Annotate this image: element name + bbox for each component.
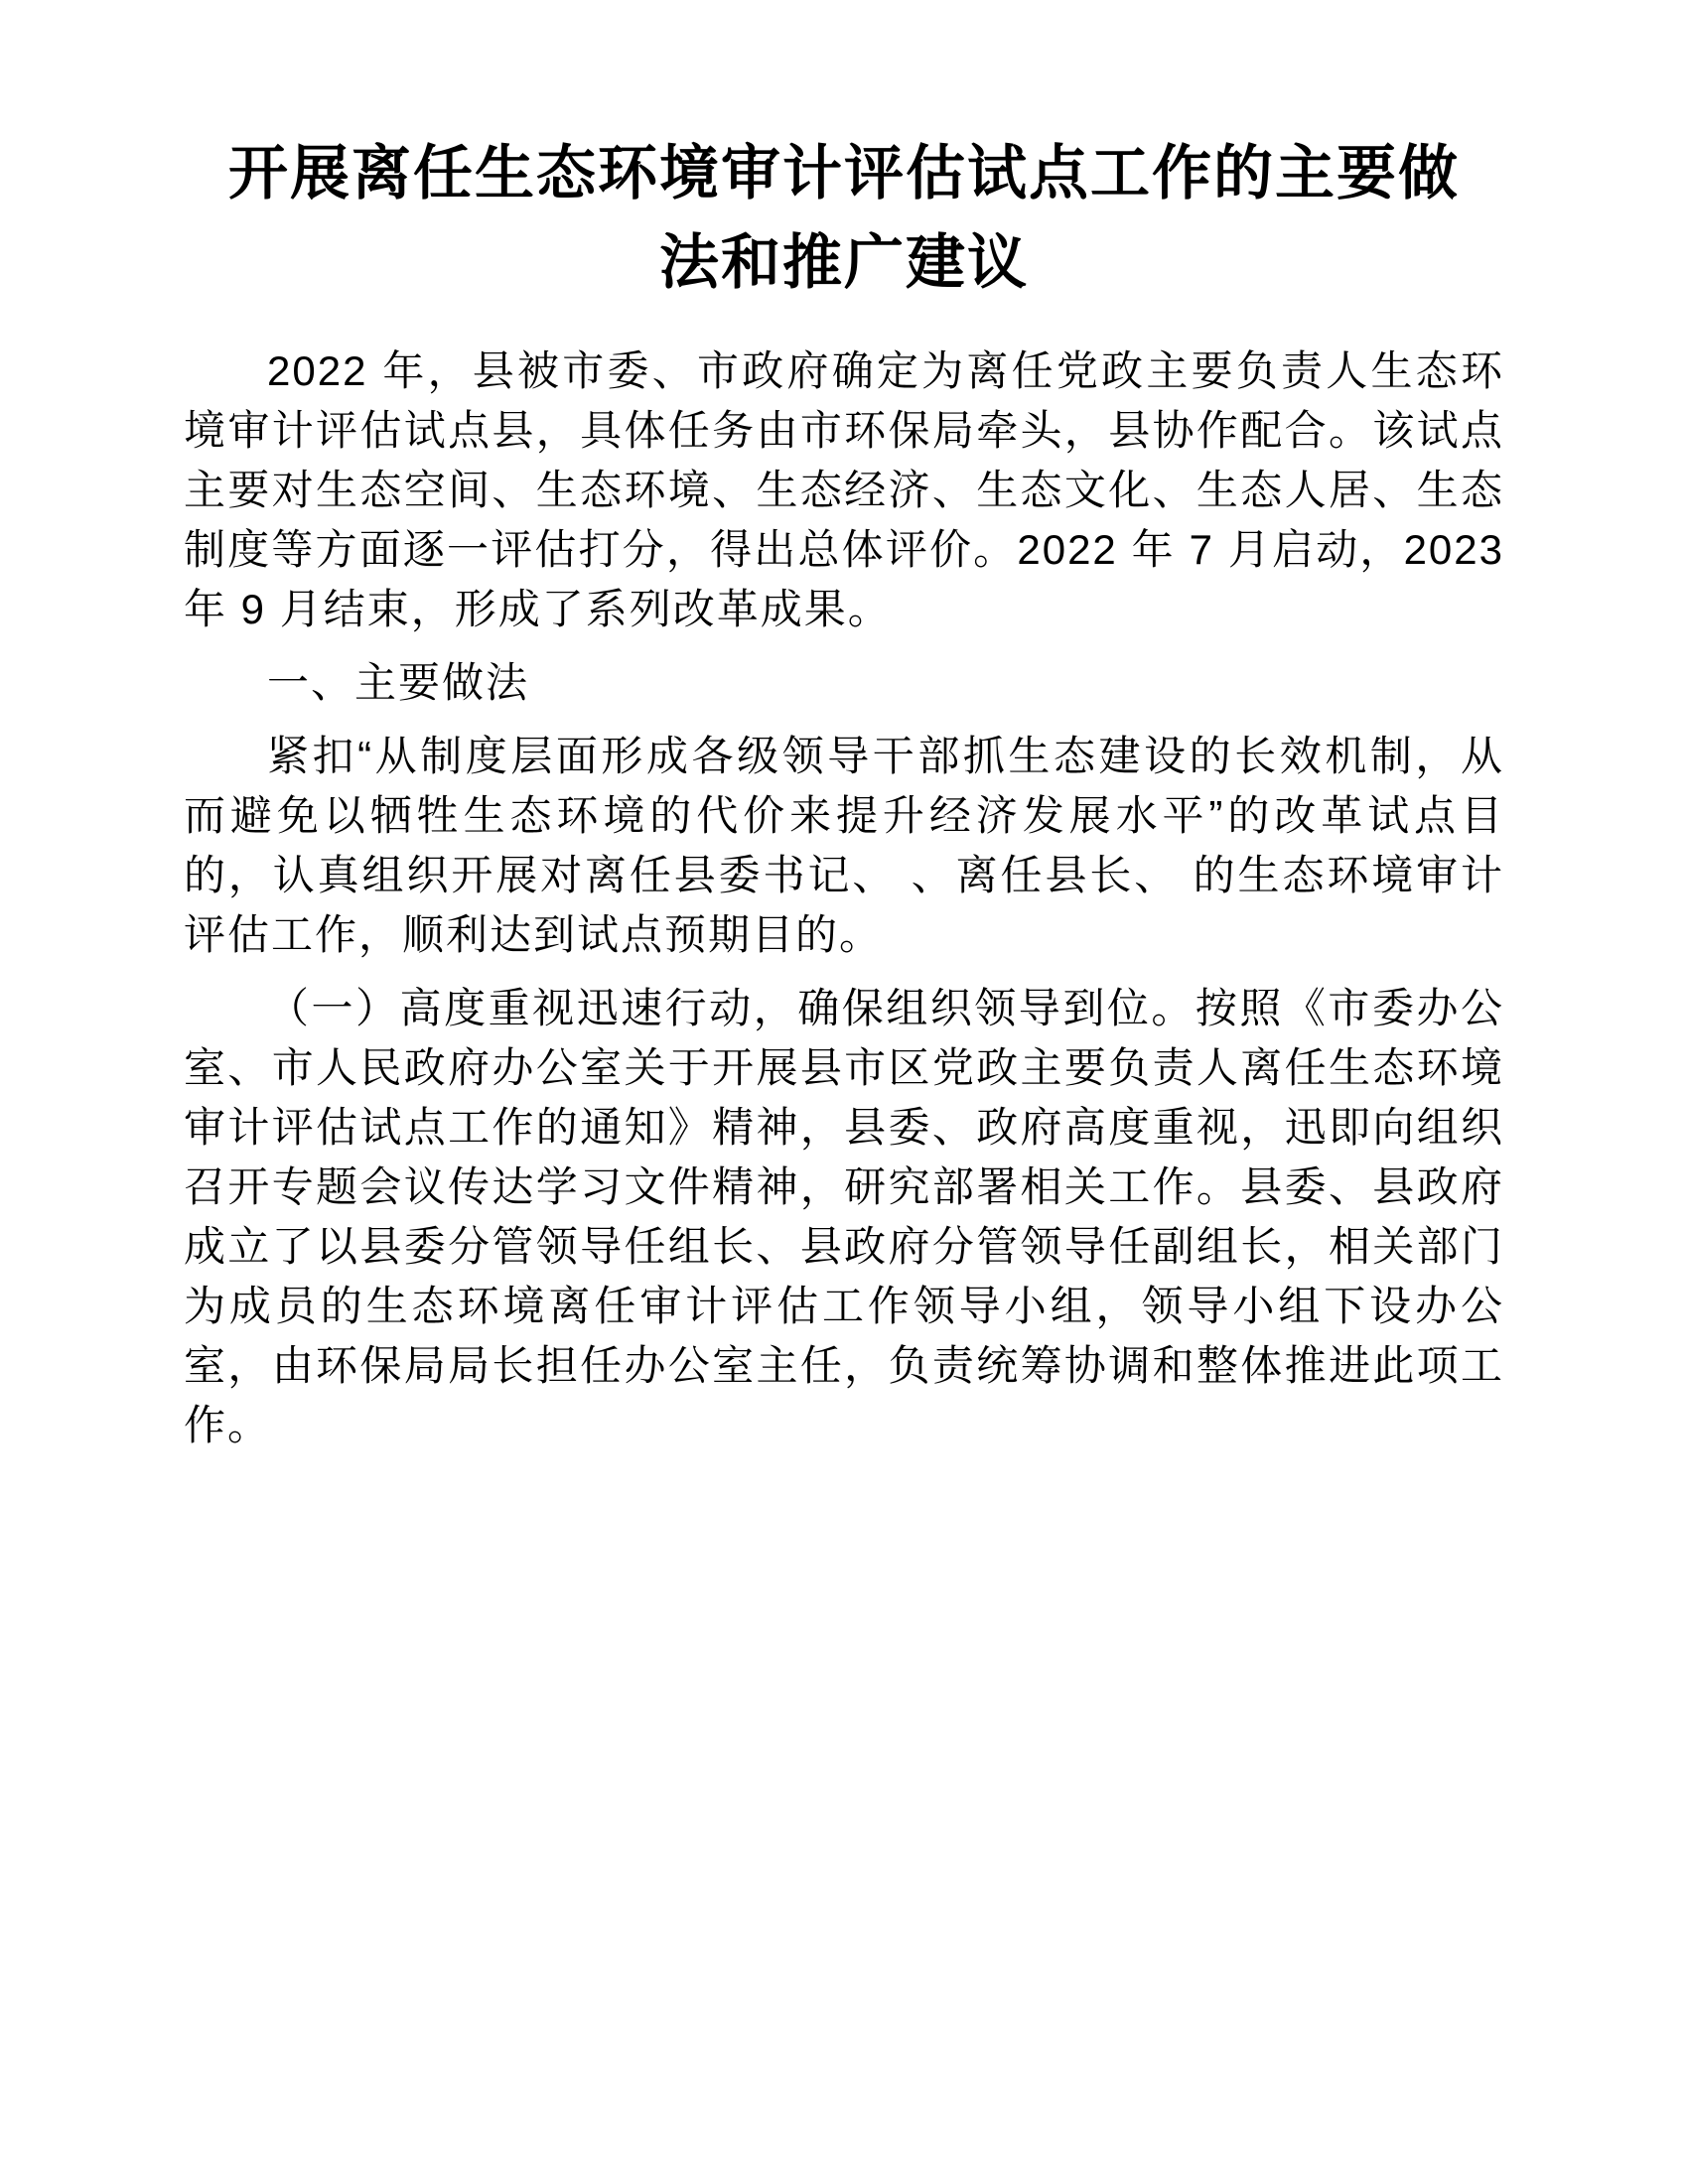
- section-heading-main-practices: 一、主要做法: [267, 659, 530, 706]
- paragraph-intro: 2022 年，县被市委、市政府确定为离任党政主要负责人生态环境审计评估试点县，具体任务由市环保局牵头，县协作配合。该试点主要对生态空间、生态环境、生态经济、生态文化、生态人居、生态制度等方面逐一评估打分，得出总体评价。2022 年 7 月启动，2023 年 9 月结束，形成了系列改革成果。: [184, 347, 1504, 632]
- document-title: 开展离任生态环境审计评估试点工作的主要做法和推广建议: [228, 141, 1460, 296]
- paragraph-reform-goal: 紧扣“从制度层面形成各级领导干部抓生态建设的长效机制，从而避免以牺牲生态环境的代价来提升经济发展水平”的改革试点目的，认真组织开展对离任县委书记、 、离任县长、 的生态环境审计评估工作，顺利达到试点预期目的。: [184, 733, 1504, 958]
- document-body: [184, 341, 1504, 1455]
- paragraph-subsection-one: （一）高度重视迅速行动，确保组织领导到位。按照《市委办公室、市人民政府办公室关于开展县市区党政主要负责人离任生态环境审计评估试点工作的通知》精神，县委、政府高度重视，迅即向组织召开专题会议传达学习文件精神，研究部署相关工作。县委、县政府成立了以县委分管领导任组长、县政府分管领导任副组长，相关部门为成员的生态环境离任审计评估工作领导小组，领导小组下设办公室，由环保局局长担任办公室主任，负责统筹协调和整体推进此项工作。: [184, 985, 1504, 1448]
